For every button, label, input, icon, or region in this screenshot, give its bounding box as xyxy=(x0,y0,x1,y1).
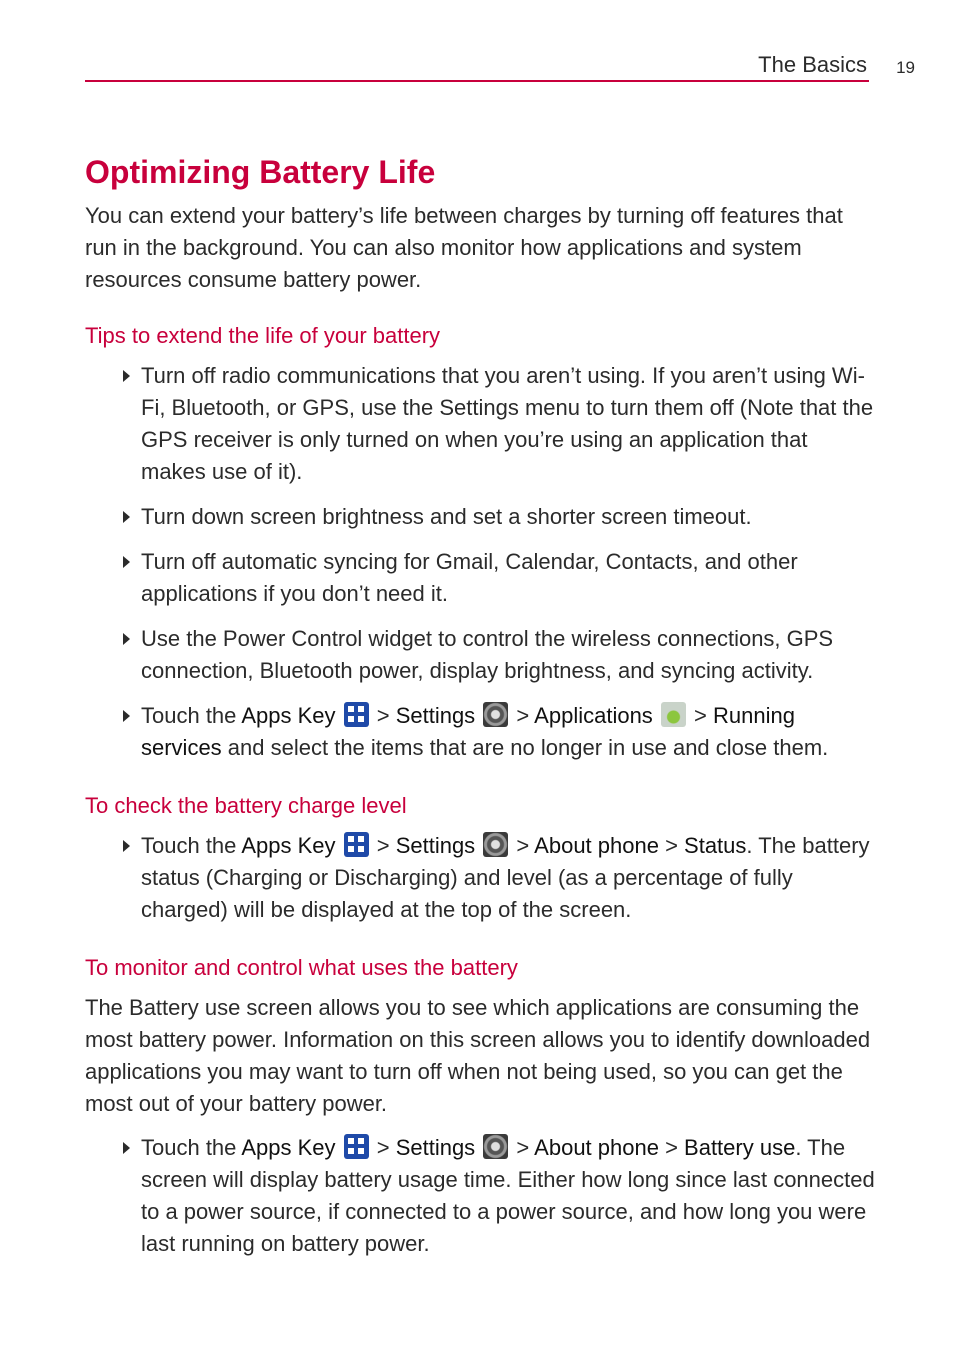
settings-icon xyxy=(483,832,508,857)
settings-label: Settings xyxy=(395,833,476,858)
check-list xyxy=(85,830,875,926)
about-phone-label: About phone xyxy=(534,833,659,858)
page-header xyxy=(85,50,915,84)
section-title: The Basics xyxy=(758,52,867,77)
monitor-heading: To monitor and control what uses the battery xyxy=(85,955,518,980)
apps-key-icon xyxy=(344,832,369,857)
page-title: Optimizing Battery Life xyxy=(85,154,436,190)
apps-key-icon xyxy=(344,1134,369,1159)
running-services-label: Running services xyxy=(141,703,795,760)
page-content xyxy=(85,150,875,1260)
list-item: Touch the Apps Key > Settings > About phone > Status. The battery status (Charging or Discharging) and level (as a percentage of fully charged) will be displayed at the top of the screen. xyxy=(85,830,875,926)
apps-key-label: Apps Key xyxy=(241,833,336,858)
apps-key-label: Apps Key xyxy=(241,1135,336,1160)
bullet-arrow-icon xyxy=(123,633,130,645)
bullet-arrow-icon xyxy=(123,511,130,523)
header-rule xyxy=(85,80,869,82)
apps-key-label: Apps Key xyxy=(241,703,336,728)
about-phone-label: About phone xyxy=(534,1135,659,1160)
bullet-arrow-icon xyxy=(123,370,130,382)
monitor-list xyxy=(85,1132,875,1260)
settings-label: Settings xyxy=(395,1135,476,1160)
applications-label: Applications xyxy=(534,703,653,728)
list-item: Turn off radio communications that you aren’t using. If you aren’t using Wi-Fi, Bluetooth, or GPS, use the Settings menu to turn them off (Note that the GPS receiver is only turned on when you’re using an application that makes use of it). xyxy=(85,360,875,488)
bullet-arrow-icon xyxy=(123,556,130,568)
bullet-arrow-icon xyxy=(123,840,130,852)
check-heading: To check the battery charge level xyxy=(85,793,407,818)
list-item: Touch the Apps Key > Settings > About phone > Battery use. The screen will display battery usage time. Either how long since last connected to a power source, if connected to a power source, and how long you were last running on battery power. xyxy=(85,1132,875,1260)
monitor-paragraph: The Battery use screen allows you to see which applications are consuming the most battery power. Information on this screen allows you to identify downloaded applications you may want to turn off when not being used, so you can get the most out of your battery power. xyxy=(85,995,871,1116)
list-item: Touch the Apps Key > Settings > Applications > Running services and select the items that are no longer in use and close them. xyxy=(85,700,875,764)
settings-icon xyxy=(483,702,508,727)
settings-icon xyxy=(483,1134,508,1159)
bullet-arrow-icon xyxy=(123,710,130,722)
intro-paragraph: You can extend your battery’s life between charges by turning off features that run in the background. You can also monitor how applications and system resources consume battery power. xyxy=(85,203,843,292)
list-item: Turn down screen brightness and set a shorter screen timeout. xyxy=(85,501,875,533)
list-item: Turn off automatic syncing for Gmail, Calendar, Contacts, and other applications if you don’t need it. xyxy=(85,546,875,610)
apps-key-icon xyxy=(344,702,369,727)
bullet-arrow-icon xyxy=(123,1142,130,1154)
battery-use-label: Battery use xyxy=(684,1135,796,1160)
tips-heading: Tips to extend the life of your battery xyxy=(85,323,441,348)
settings-label: Settings xyxy=(395,703,476,728)
page-number: 19 xyxy=(896,58,915,77)
list-item: Use the Power Control widget to control the wireless connections, GPS connection, Bluetooth power, display brightness, and syncing activity. xyxy=(85,623,875,687)
applications-icon xyxy=(661,702,686,727)
status-label: Status xyxy=(684,833,747,858)
tips-list xyxy=(85,360,875,764)
